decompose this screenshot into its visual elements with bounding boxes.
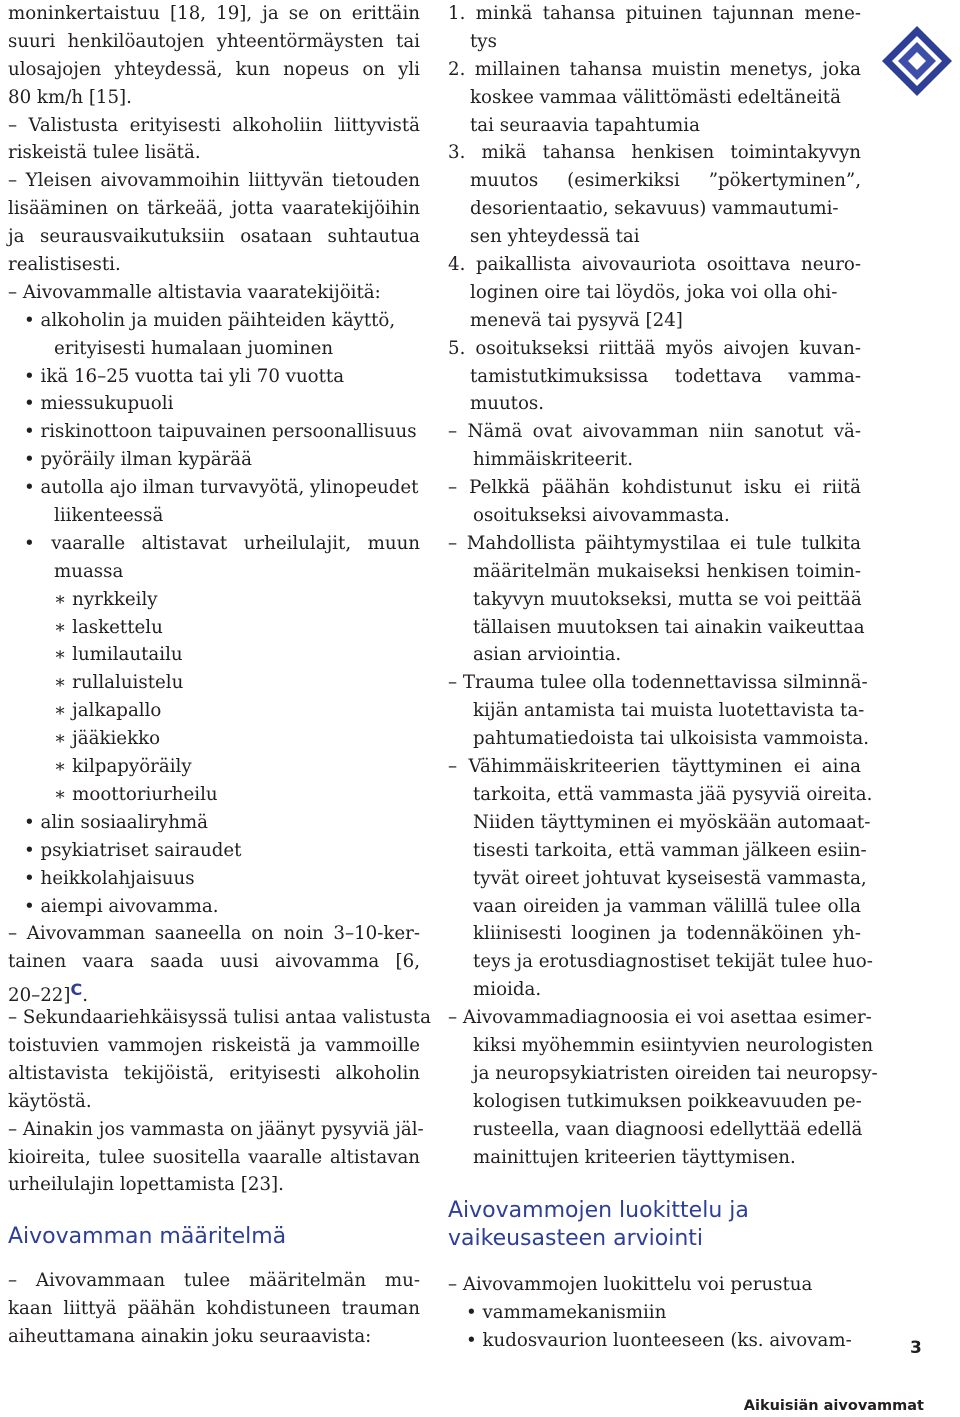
list-item: • psykiatriset sairaudet	[24, 839, 242, 861]
list-item: • vaaralle altistavat urheilulajit, muun	[24, 532, 420, 554]
text-line: kijän antamista tai muista luotettavista ta-	[473, 700, 865, 722]
text-line: – Valistusta erityisesti alkoholiin liittyvistä	[8, 114, 420, 136]
text-line: – Vähimmäiskriteerien täyttyminen ei aina	[448, 756, 861, 778]
list-item: ∗ rullaluistelu	[54, 672, 184, 694]
list-item: • riskinottoon taipuvainen persoonallisuus	[24, 421, 417, 443]
list-item: liikenteessä	[54, 505, 164, 527]
citation-text: 20–22]	[8, 985, 71, 1007]
list-item: • kudosvaurion luonteeseen (ks. aivovam-	[466, 1330, 852, 1352]
text-line: rusteella, vaan diagnoosi edellyttää edellä	[473, 1118, 863, 1140]
list-item: ∗ lumilautailu	[54, 644, 183, 666]
text-line: urheilulajin lopettamista [23].	[8, 1174, 284, 1196]
text-line: – Ainakin jos vammasta on jäänyt pysyviä jäl-	[8, 1118, 424, 1140]
text-line: – Sekundaariehkäisyssä tulisi antaa valistusta	[8, 1007, 431, 1029]
text-line: riskeistä tulee lisätä.	[8, 142, 201, 164]
list-item: • alin sosiaaliryhmä	[24, 811, 209, 833]
list-item: 3. mikä tahansa henkisen toimintakyvyn	[448, 142, 861, 164]
list-item: ∗ jalkapallo	[54, 700, 162, 722]
list-item: • pyöräily ilman kypärää	[24, 449, 252, 471]
list-item: erityisesti humalaan juominen	[54, 337, 334, 359]
text-line: moninkertaistuu [18, 19], ja se on erittäin	[8, 3, 420, 24]
text-line: 80 km/h [15].	[8, 86, 132, 108]
heading-line: Aivovammojen luokittelu ja	[448, 1198, 749, 1224]
text-line: teys ja erotusdiagnostiset tekijät tulee huo-	[473, 951, 873, 973]
text-line: himmäiskriteerit.	[473, 449, 633, 471]
text-line: – Yleisen aivovammoihin liittyvän tietouden	[8, 170, 420, 192]
text-line: tisesti tarkoita, että vamman jälkeen esiin-	[473, 839, 867, 861]
list-item: ∗ kilpapyöräily	[54, 756, 192, 778]
text-line: – Aivovammalle altistavia vaaratekijöitä:	[8, 281, 381, 303]
text-line: pahtumatiedoista tai ulkoisista vammoista.	[473, 728, 870, 750]
text-line: määritelmän mukaiseksi henkisen toimin-	[473, 560, 861, 582]
list-item: • autolla ajo ilman turvavyötä, ylinopeudet	[24, 477, 419, 499]
heading-line: vaikeusasteen arviointi	[448, 1226, 703, 1252]
text-line: mioida.	[473, 979, 542, 1001]
text-line: osoitukseksi aivovammasta.	[473, 505, 730, 527]
list-item: ∗ nyrkkeily	[54, 588, 158, 610]
list-item: 2. millainen tahansa muistin menetys, joka	[448, 58, 861, 80]
list-item: desorientaatio, sekavuus) vammautumi-	[470, 198, 839, 220]
text-line: asian arviointia.	[473, 644, 622, 666]
diamond-logo-icon	[880, 24, 954, 98]
list-item: • heikkolahjaisuus	[24, 867, 195, 889]
list-item: tamistutkimuksissa todettava vamma-	[470, 365, 861, 387]
text-line: kliinisesti looginen ja todennäköinen yh-	[473, 923, 861, 945]
text-line: – Trauma tulee olla todennettavissa silminnä-	[448, 672, 868, 694]
text-line: – Aivovammojen luokittelu voi perustua	[448, 1274, 813, 1296]
text-line: – Nämä ovat aivovamman niin sanotut vä-	[448, 421, 861, 443]
page-number: 3	[910, 1338, 922, 1358]
text-line: tällaisen muutoksen tai ainakin vaikeuttaa	[473, 616, 865, 638]
period: .	[82, 985, 89, 1007]
section-heading-definition: Aivovamman määritelmä	[8, 1224, 287, 1250]
text-line: – Mahdollista päihtymystilaa ei tule tulkita	[448, 532, 861, 554]
list-item: koskee vammaa välittömästi edeltäneitä	[470, 86, 841, 108]
text-line: mainittujen kriteerien täyttymisen.	[473, 1146, 796, 1168]
list-item: 4. paikallista aivovauriota osoittava neuro-	[448, 254, 861, 276]
list-item: 1. minkä tahansa pituinen tajunnan mene-	[448, 3, 861, 24]
list-item: tai seuraavia tapahtumia	[470, 114, 700, 136]
text-line: – Aivovammaan tulee määritelmän mu-	[8, 1270, 420, 1292]
text-line: kaan liittyä päähän kohdistuneen trauman	[8, 1298, 420, 1320]
list-item: ∗ laskettelu	[54, 616, 163, 638]
list-item: ∗ moottoriurheilu	[54, 783, 218, 805]
text-line: tyvät oireet johtuvat kyseisestä vammasta,	[473, 867, 867, 889]
left-column	[8, 0, 431, 1351]
text-line	[8, 976, 420, 1007]
text-line: takyvyn muutokseksi, mutta se voi peittää	[473, 588, 862, 610]
text-line: aiheuttamana ainakin joku seuraavista:	[8, 1326, 372, 1348]
list-item: muassa	[54, 560, 124, 582]
evidence-grade-badge: C	[70, 980, 83, 1000]
text-line: ja seurausvaikutuksiin osataan suhtautua	[8, 226, 420, 248]
text-line: ja neuropsykiatristen oireiden tai neuropsy-	[473, 1062, 878, 1084]
text-line: – Aivovamman saaneella on noin 3–10-ker-	[8, 923, 420, 945]
text-line: kiksi myöhemmin esiintyvien neurologisten	[473, 1034, 874, 1056]
list-item: menevä tai pysyvä [24]	[470, 309, 683, 331]
text-line: realistisesti.	[8, 254, 121, 276]
text-line: vaan oireiden ja vamman välillä tulee olla	[473, 895, 861, 917]
list-item: • ikä 16–25 vuotta tai yli 70 vuotta	[24, 365, 345, 387]
section-heading-classification	[448, 1197, 861, 1253]
list-item: • vammamekanismiin	[466, 1302, 667, 1324]
list-item: • alkoholin ja muiden päihteiden käyttö,	[24, 309, 396, 331]
list-item: muutos (esimerkiksi ”pökertyminen”,	[470, 170, 861, 192]
list-item: 5. osoitukseksi riittää myös aivojen kuvan-	[448, 337, 861, 359]
text-line: – Pelkkä päähän kohdistunut isku ei riitä	[448, 477, 861, 499]
text-line: ulosajojen yhteydessä, kun nopeus on yli	[8, 58, 420, 80]
footer-title: Aikuisiän aivovammat	[743, 1398, 924, 1414]
list-item: • aiempi aivovamma.	[24, 895, 219, 917]
list-item: loginen oire tai löydös, joka voi olla ohi-	[470, 281, 838, 303]
text-line: lisääminen on tärkeää, jotta vaaratekijöihin	[8, 198, 420, 220]
text-line: – Aivovammadiagnoosia ei voi asettaa esimer-	[448, 1007, 872, 1029]
right-column	[448, 0, 878, 1355]
list-item: • miessukupuoli	[24, 393, 174, 415]
text-line: käytöstä.	[8, 1090, 92, 1112]
text-line: tainen vaara saada uusi aivovamma [6,	[8, 951, 420, 973]
text-line: kologisen tutkimuksen poikkeavuuden pe-	[473, 1090, 862, 1112]
list-item: muutos.	[470, 393, 545, 415]
list-item: ∗ jääkiekko	[54, 728, 161, 750]
text-line: Niiden täyttyminen ei myöskään automaat-	[473, 811, 871, 833]
text-line: tarkoita, että vammasta jää pysyviä oireita.	[473, 783, 873, 805]
text-line: toistuvien vammojen riskeistä ja vammoille	[8, 1034, 420, 1056]
text-line: suuri henkilöautojen yhteentörmäysten tai	[8, 30, 420, 52]
text-line: kioireita, tulee suositella vaaralle altistavan	[8, 1146, 420, 1168]
text-line: altistavista tekijöistä, erityisesti alkoholin	[8, 1062, 420, 1084]
list-item: tys	[470, 30, 497, 52]
list-item: sen yhteydessä tai	[470, 226, 640, 248]
